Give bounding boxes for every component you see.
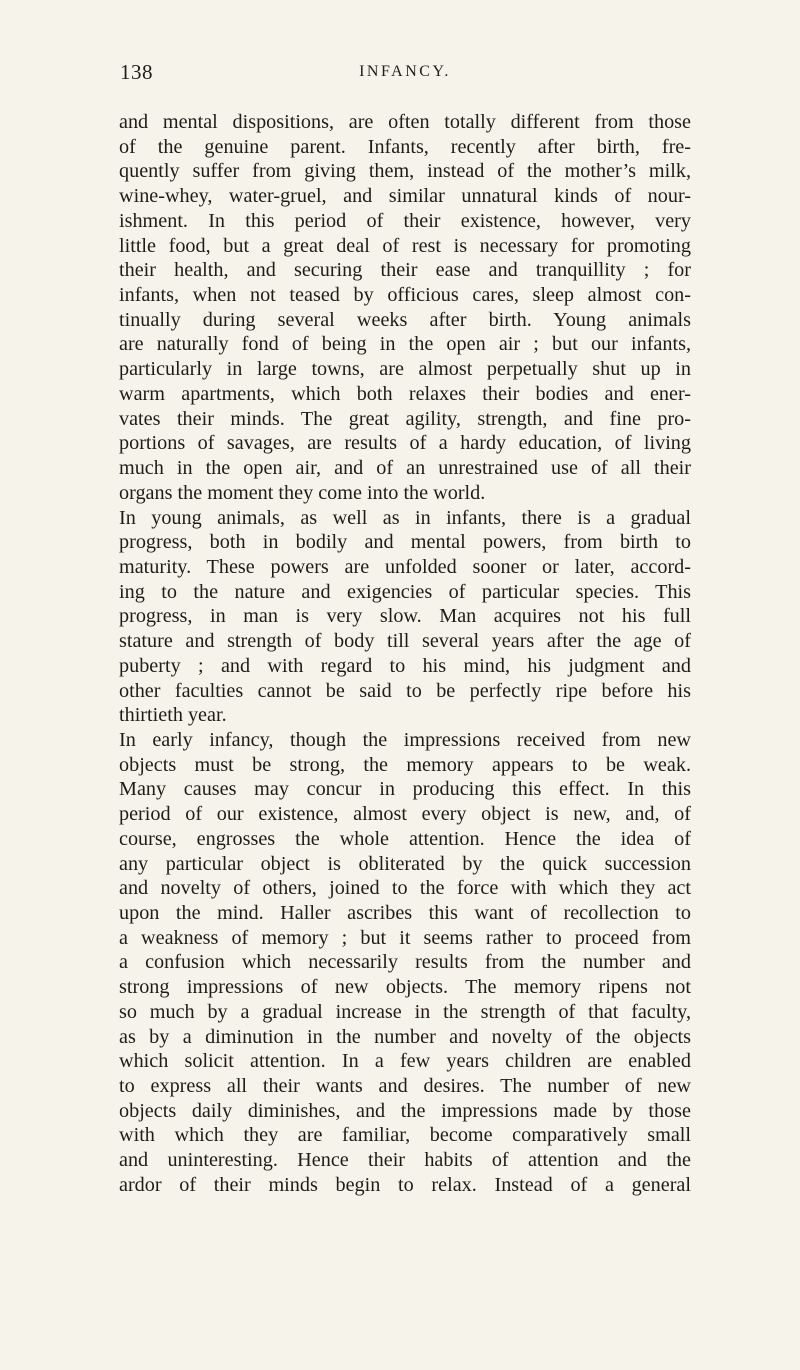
text-line: stature and strength of body till several years after the age of [119,630,691,653]
text-line: warm apartments, which both relaxes their bodies and ener- [119,382,691,405]
text-line: In early infancy, though the impressions received from new [119,728,691,751]
paragraph [119,728,691,1198]
text-line: particularly in large towns, are almost perpetually shut up in [119,358,691,381]
text-line: course, engrosses the whole attention. Hence the idea of [119,827,691,850]
page-number: 138 [120,60,153,84]
text-line: quently suffer from giving them, instead of the mother’s milk, [119,160,691,183]
text-line: thirtieth year. [119,704,227,727]
text-line: and mental dispositions, are often totally different from those [119,111,691,133]
text-line: of the genuine parent. Infants, recently after birth, fre- [119,135,691,158]
text-line: Many causes may concur in producing this effect. In this [119,778,691,801]
page-header [120,60,690,92]
text-line: portions of savages, are results of a hardy education, of living [119,432,691,455]
text-line: and novelty of others, joined to the force with which they act [119,877,691,900]
text-line: little food, but a great deal of rest is necessary for promoting [119,234,691,257]
text-line: are naturally fond of being in the open air ; but our infants, [119,333,691,356]
text-line: In young animals, as well as in infants, there is a gradual [119,506,691,529]
paragraph [119,110,691,506]
text-line: upon the mind. Haller ascribes this want of recollection to [119,902,691,924]
running-title: INFANCY. [359,63,451,80]
text-line: ing to the nature and exigencies of particular species. This [119,580,691,603]
text-line: period of our existence, almost every object is new, and, of [119,803,691,826]
text-line: wine-whey, water-gruel, and similar unnatural kinds of nour- [119,185,691,208]
text-line: a confusion which necessarily results from the number and [119,951,691,974]
text-line: as by a diminution in the number and novelty of the objects [119,1025,691,1048]
text-line: ardor of their minds begin to relax. Instead of a general [119,1173,691,1196]
text-line: maturity. These powers are unfolded sooner or later, accord- [119,555,691,578]
text-line: progress, both in bodily and mental powers, from birth to [119,531,691,554]
text-line: and uninteresting. Hence their habits of attention and the [119,1149,691,1172]
text-line: puberty ; and with regard to his mind, his judgment and [119,654,691,677]
text-line: strong impressions of new objects. The memory ripens not [119,976,691,999]
text-line: tinually during several weeks after birth. Young animals [119,308,691,331]
text-line: other faculties cannot be said to be perfectly ripe before his [119,679,691,702]
text-line: organs the moment they come into the world. [119,481,486,504]
text-line: ishment. In this period of their existence, however, very [119,209,691,232]
text-line: which solicit attention. In a few years children are enabled [119,1050,691,1073]
text-line: much in the open air, and of an unrestrained use of all their [119,457,691,480]
text-line: a weakness of memory ; but it seems rather to proceed from [119,926,691,949]
body-text [119,110,691,1198]
text-line: with which they are familiar, become comparatively small [119,1124,691,1147]
text-line: infants, when not teased by officious cares, sleep almost con- [119,284,691,307]
paragraph [119,506,691,728]
text-line: their health, and securing their ease and tranquillity ; for [119,259,691,282]
text-line: any particular object is obliterated by the quick succession [119,852,691,875]
text-line: so much by a gradual increase in the strength of that faculty, [119,1000,691,1023]
text-line: to express all their wants and desires. The number of new [119,1075,691,1098]
text-line: vates their minds. The great agility, strength, and fine pro- [119,407,691,430]
text-line: objects must be strong, the memory appears to be weak. [119,753,691,776]
text-line: progress, in man is very slow. Man acquires not his full [119,605,691,628]
text-line: objects daily diminishes, and the impressions made by those [119,1099,691,1122]
